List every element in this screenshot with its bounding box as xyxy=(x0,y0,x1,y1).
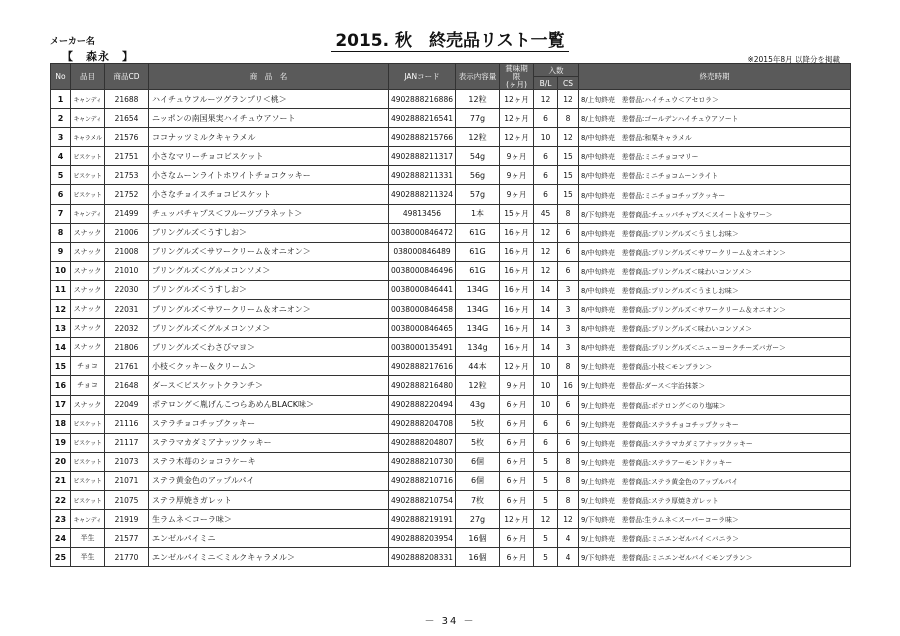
row-shelf-life: 12ヶ月 xyxy=(500,357,534,376)
row-cs: 15 xyxy=(558,185,579,204)
row-code: 21117 xyxy=(105,433,149,452)
row-name: ニッポンの南国果実ハイチュウアソート xyxy=(149,109,389,128)
row-category: ビスケット xyxy=(71,452,105,471)
row-jan: 4902888211331 xyxy=(389,166,456,185)
row-bl: 45 xyxy=(534,204,558,223)
row-period: 8/中旬終売 差替商品:プリングルズ＜サワークリーム＆オニオン＞ xyxy=(579,300,851,319)
row-cs: 4 xyxy=(558,548,579,567)
row-code: 22031 xyxy=(105,300,149,319)
row-qty: 134g xyxy=(456,338,500,357)
row-no: 16 xyxy=(51,376,71,395)
row-period: 9/下旬終売 差替商品:ミニエンゼルパイ＜モンブラン＞ xyxy=(579,548,851,567)
table-row xyxy=(51,490,851,509)
row-cs: 6 xyxy=(558,223,579,242)
maker-name: 【 森永 】 xyxy=(62,50,134,63)
row-category: スナック xyxy=(71,261,105,280)
table-body xyxy=(51,90,851,567)
maker-label: メーカー名 xyxy=(50,37,95,47)
row-shelf-life: 6ヶ月 xyxy=(500,490,534,509)
row-shelf-life: 12ヶ月 xyxy=(500,128,534,147)
row-jan: 4902888208331 xyxy=(389,548,456,567)
row-cs: 6 xyxy=(558,242,579,261)
table-row xyxy=(51,300,851,319)
row-period: 9/上旬終売 差替商品:ステラマカダミアナッツクッキー xyxy=(579,433,851,452)
row-bl: 14 xyxy=(534,300,558,319)
row-bl: 5 xyxy=(534,471,558,490)
row-code: 21073 xyxy=(105,452,149,471)
row-name: 小枝＜クッキー＆クリーム＞ xyxy=(149,357,389,376)
row-period: 8/上旬終売 差替品:ハイチュウ＜アセロラ＞ xyxy=(579,90,851,109)
row-qty: 43g xyxy=(456,395,500,414)
row-cs: 6 xyxy=(558,433,579,452)
row-cs: 8 xyxy=(558,204,579,223)
row-qty: 27g xyxy=(456,510,500,529)
row-jan: 4902888210754 xyxy=(389,490,456,509)
row-period: 8/上旬終売 差替品:ゴールデンハイチュウアソート xyxy=(579,109,851,128)
row-code: 21806 xyxy=(105,338,149,357)
row-period: 8/中旬終売 差替商品:プリングルズ＜味わいコンソメ＞ xyxy=(579,319,851,338)
table-row xyxy=(51,166,851,185)
row-cs: 8 xyxy=(558,109,579,128)
row-period: 8/中旬終売 差替品:ミニチョコムーンライト xyxy=(579,166,851,185)
row-shelf-life: 9ヶ月 xyxy=(500,166,534,185)
col-qty: 表示内容量 xyxy=(456,64,500,90)
table-row xyxy=(51,452,851,471)
row-code: 21919 xyxy=(105,510,149,529)
row-shelf-life: 9ヶ月 xyxy=(500,376,534,395)
row-bl: 12 xyxy=(534,90,558,109)
row-bl: 12 xyxy=(534,242,558,261)
row-name: プリングルズ＜うすしお＞ xyxy=(149,280,389,299)
col-category: 品目 xyxy=(71,64,105,90)
row-cs: 8 xyxy=(558,357,579,376)
row-category: キャラメル xyxy=(71,128,105,147)
row-shelf-life: 9ヶ月 xyxy=(500,147,534,166)
row-category: スナック xyxy=(71,319,105,338)
row-jan: 4902888204708 xyxy=(389,414,456,433)
row-period: 8/中旬終売 差替品:和栗キャラメル xyxy=(579,128,851,147)
row-no: 2 xyxy=(51,109,71,128)
row-code: 21654 xyxy=(105,109,149,128)
row-name: ココナッツミルクキャラメル xyxy=(149,128,389,147)
row-shelf-life: 16ヶ月 xyxy=(500,223,534,242)
row-category: ビスケット xyxy=(71,433,105,452)
row-no: 3 xyxy=(51,128,71,147)
row-period: 8/中旬終売 差替商品:プリングルズ＜うましお味＞ xyxy=(579,223,851,242)
col-shelf-life xyxy=(500,64,534,90)
table-header xyxy=(51,64,851,90)
table-row xyxy=(51,510,851,529)
table-row xyxy=(51,529,851,548)
row-shelf-life: 6ヶ月 xyxy=(500,529,534,548)
row-cs: 3 xyxy=(558,280,579,299)
row-qty: 77g xyxy=(456,109,500,128)
row-category: スナック xyxy=(71,300,105,319)
row-name: エンゼルパイミニ xyxy=(149,529,389,548)
table-row xyxy=(51,433,851,452)
row-qty: 16個 xyxy=(456,529,500,548)
row-qty: 61G xyxy=(456,223,500,242)
row-period: 9/上旬終売 差替商品:ポテロング＜のり塩味＞ xyxy=(579,395,851,414)
row-period: 8/中旬終売 差替商品:プリングルズ＜サワークリーム＆オニオン＞ xyxy=(579,242,851,261)
row-no: 6 xyxy=(51,185,71,204)
row-qty: 5枚 xyxy=(456,414,500,433)
row-category: スナック xyxy=(71,280,105,299)
row-jan: 4902888216541 xyxy=(389,109,456,128)
col-code: 商品CD xyxy=(105,64,149,90)
row-qty: 6個 xyxy=(456,452,500,471)
row-period: 9/上旬終売 差替商品:ステラアーモンドクッキー xyxy=(579,452,851,471)
row-period: 9/下旬終売 差替品:生ラムネ＜スーパーコーラ味＞ xyxy=(579,510,851,529)
row-shelf-life: 6ヶ月 xyxy=(500,433,534,452)
row-shelf-life: 6ヶ月 xyxy=(500,414,534,433)
row-bl: 6 xyxy=(534,185,558,204)
row-category: ビスケット xyxy=(71,147,105,166)
row-name: 小さなチョイスチョコビスケット xyxy=(149,185,389,204)
row-no: 14 xyxy=(51,338,71,357)
row-no: 8 xyxy=(51,223,71,242)
row-period: 8/中旬終売 差替商品:プリングルズ＜味わいコンソメ＞ xyxy=(579,261,851,280)
row-shelf-life: 6ヶ月 xyxy=(500,395,534,414)
row-qty: 54g xyxy=(456,147,500,166)
col-shelf-life-line2: 限 xyxy=(512,71,521,81)
row-qty: 44本 xyxy=(456,357,500,376)
col-shelf-life-line1: 賞味期 xyxy=(505,63,528,73)
col-name: 商 品 名 xyxy=(149,64,389,90)
table-row xyxy=(51,109,851,128)
row-category: ビスケット xyxy=(71,471,105,490)
row-jan: 4902888220494 xyxy=(389,395,456,414)
row-no: 19 xyxy=(51,433,71,452)
row-shelf-life: 12ヶ月 xyxy=(500,109,534,128)
table-row xyxy=(51,471,851,490)
row-cs: 6 xyxy=(558,395,579,414)
row-cs: 8 xyxy=(558,452,579,471)
table-row xyxy=(51,357,851,376)
row-shelf-life: 12ヶ月 xyxy=(500,510,534,529)
row-code: 21075 xyxy=(105,490,149,509)
row-bl: 6 xyxy=(534,147,558,166)
row-no: 1 xyxy=(51,90,71,109)
row-name: プリングルズ＜サワークリーム＆オニオン＞ xyxy=(149,242,389,261)
row-name: エンゼルパイミニ＜ミルクキャラメル＞ xyxy=(149,548,389,567)
row-category: スナック xyxy=(71,395,105,414)
row-no: 20 xyxy=(51,452,71,471)
row-name: チュッパチャプス＜フルーツプラネット＞ xyxy=(149,204,389,223)
row-jan: 4902888211317 xyxy=(389,147,456,166)
row-bl: 12 xyxy=(534,261,558,280)
row-name: 生ラムネ＜コーラ味＞ xyxy=(149,510,389,529)
table-row xyxy=(51,376,851,395)
row-name: プリングルズ＜グルメコンソメ＞ xyxy=(149,261,389,280)
row-jan: 0038000846465 xyxy=(389,319,456,338)
row-jan: 4902888216480 xyxy=(389,376,456,395)
row-no: 21 xyxy=(51,471,71,490)
row-category: 半生 xyxy=(71,548,105,567)
row-jan: 4902888217616 xyxy=(389,357,456,376)
publication-note: ※2015年8月 以降分を掲載 xyxy=(747,55,840,64)
row-name: プリングルズ＜うすしお＞ xyxy=(149,223,389,242)
row-qty: 7枚 xyxy=(456,490,500,509)
row-shelf-life: 15ヶ月 xyxy=(500,204,534,223)
row-code: 21576 xyxy=(105,128,149,147)
row-cs: 15 xyxy=(558,147,579,166)
row-qty: 1本 xyxy=(456,204,500,223)
row-jan: 4902888210730 xyxy=(389,452,456,471)
row-qty: 12粒 xyxy=(456,376,500,395)
row-code: 21753 xyxy=(105,166,149,185)
row-shelf-life: 6ヶ月 xyxy=(500,471,534,490)
row-code: 21648 xyxy=(105,376,149,395)
row-category: チョコ xyxy=(71,376,105,395)
row-cs: 12 xyxy=(558,90,579,109)
row-name: ステラ厚焼きガレット xyxy=(149,490,389,509)
row-cs: 3 xyxy=(558,300,579,319)
row-period: 8/中旬終売 差替商品:プリングルズ＜うましお味＞ xyxy=(579,280,851,299)
row-period: 9/上旬終売 差替品:ダース＜宇治抹茶＞ xyxy=(579,376,851,395)
discontinued-products-table xyxy=(50,63,851,567)
row-name: ステラ黄金色のアップルパイ xyxy=(149,471,389,490)
row-code: 21116 xyxy=(105,414,149,433)
row-name: プリングルズ＜サワークリーム＆オニオン＞ xyxy=(149,300,389,319)
row-code: 22049 xyxy=(105,395,149,414)
row-no: 17 xyxy=(51,395,71,414)
row-category: ビスケット xyxy=(71,414,105,433)
col-entry-count: 入数 xyxy=(534,64,579,77)
row-jan: 0038000846441 xyxy=(389,280,456,299)
row-shelf-life: 16ヶ月 xyxy=(500,242,534,261)
row-shelf-life: 12ヶ月 xyxy=(500,90,534,109)
row-bl: 10 xyxy=(534,128,558,147)
row-cs: 3 xyxy=(558,319,579,338)
row-period: 9/上旬終売 差替商品:ステラ厚焼きガレット xyxy=(579,490,851,509)
row-bl: 12 xyxy=(534,223,558,242)
row-cs: 8 xyxy=(558,471,579,490)
row-no: 24 xyxy=(51,529,71,548)
page-number: － 34 － xyxy=(424,616,476,627)
row-period: 9/上旬終売 差替商品:小枝＜モンブラン＞ xyxy=(579,357,851,376)
row-code: 22032 xyxy=(105,319,149,338)
row-cs: 12 xyxy=(558,510,579,529)
row-code: 21688 xyxy=(105,90,149,109)
row-name: 小さなムーンライトホワイトチョコクッキー xyxy=(149,166,389,185)
row-shelf-life: 9ヶ月 xyxy=(500,185,534,204)
row-no: 9 xyxy=(51,242,71,261)
row-no: 12 xyxy=(51,300,71,319)
row-bl: 6 xyxy=(534,414,558,433)
row-name: 小さなマリーチョコビスケット xyxy=(149,147,389,166)
table-row xyxy=(51,128,851,147)
row-qty: 56g xyxy=(456,166,500,185)
row-jan: 0038000846496 xyxy=(389,261,456,280)
row-jan: 4902888203954 xyxy=(389,529,456,548)
row-jan: 49813456 xyxy=(389,204,456,223)
row-shelf-life: 16ヶ月 xyxy=(500,338,534,357)
row-category: 半生 xyxy=(71,529,105,548)
table-row xyxy=(51,223,851,242)
row-qty: 61G xyxy=(456,261,500,280)
table-row xyxy=(51,261,851,280)
row-code: 21751 xyxy=(105,147,149,166)
row-qty: 12粒 xyxy=(456,90,500,109)
row-qty: 134G xyxy=(456,300,500,319)
row-no: 25 xyxy=(51,548,71,567)
row-code: 21071 xyxy=(105,471,149,490)
row-jan: 4902888219191 xyxy=(389,510,456,529)
row-qty: 134G xyxy=(456,319,500,338)
row-bl: 6 xyxy=(534,166,558,185)
row-jan: 4902888204807 xyxy=(389,433,456,452)
row-jan: 0038000846458 xyxy=(389,300,456,319)
row-category: スナック xyxy=(71,223,105,242)
row-category: チョコ xyxy=(71,357,105,376)
table-row xyxy=(51,395,851,414)
row-code: 21577 xyxy=(105,529,149,548)
row-name: ポテロング＜胤げんこつらあめんBLACK味＞ xyxy=(149,395,389,414)
row-code: 21499 xyxy=(105,204,149,223)
row-qty: 5枚 xyxy=(456,433,500,452)
page-title-text: 2015. 秋 終売品リスト一覧 xyxy=(331,31,568,52)
row-code: 21008 xyxy=(105,242,149,261)
row-bl: 10 xyxy=(534,376,558,395)
row-name: ステラ木苺のショコラケーキ xyxy=(149,452,389,471)
row-shelf-life: 6ヶ月 xyxy=(500,548,534,567)
col-period: 終売時期 xyxy=(579,64,851,90)
row-no: 18 xyxy=(51,414,71,433)
row-cs: 3 xyxy=(558,338,579,357)
table-row xyxy=(51,90,851,109)
table-row xyxy=(51,242,851,261)
row-name: ステラチョコチップクッキー xyxy=(149,414,389,433)
row-period: 9/上旬終売 差替商品:ステラ黄金色のアップルパイ xyxy=(579,471,851,490)
row-code: 21770 xyxy=(105,548,149,567)
row-shelf-life: 6ヶ月 xyxy=(500,452,534,471)
row-no: 10 xyxy=(51,261,71,280)
table-row xyxy=(51,319,851,338)
row-bl: 6 xyxy=(534,433,558,452)
row-shelf-life: 16ヶ月 xyxy=(500,261,534,280)
row-no: 22 xyxy=(51,490,71,509)
row-bl: 10 xyxy=(534,357,558,376)
row-code: 21761 xyxy=(105,357,149,376)
row-category: スナック xyxy=(71,242,105,261)
row-code: 21006 xyxy=(105,223,149,242)
table-row xyxy=(51,204,851,223)
row-jan: 4902888210716 xyxy=(389,471,456,490)
row-name: プリングルズ＜わさびマヨ＞ xyxy=(149,338,389,357)
row-jan: 0038000846472 xyxy=(389,223,456,242)
row-bl: 6 xyxy=(534,109,558,128)
row-bl: 10 xyxy=(534,395,558,414)
row-category: キャンディ xyxy=(71,204,105,223)
row-cs: 6 xyxy=(558,414,579,433)
row-bl: 5 xyxy=(534,529,558,548)
row-name: プリングルズ＜グルメコンソメ＞ xyxy=(149,319,389,338)
row-name: ハイチュウフルーツグランプリ＜桃＞ xyxy=(149,90,389,109)
row-name: ステラマカダミアナッツクッキー xyxy=(149,433,389,452)
row-cs: 4 xyxy=(558,529,579,548)
row-cs: 12 xyxy=(558,128,579,147)
row-bl: 14 xyxy=(534,280,558,299)
col-shelf-life-line3: (ヶ月) xyxy=(506,79,527,89)
row-code: 21010 xyxy=(105,261,149,280)
row-category: ビスケット xyxy=(71,490,105,509)
row-period: 8/下旬終売 差替商品:チュッパチャプス＜スイート＆サワー＞ xyxy=(579,204,851,223)
row-cs: 8 xyxy=(558,490,579,509)
row-period: 9/上旬終売 差替商品:ミニエンゼルパイ＜バニラ＞ xyxy=(579,529,851,548)
col-bl: B/L xyxy=(534,77,558,90)
row-code: 21752 xyxy=(105,185,149,204)
table-row xyxy=(51,548,851,567)
row-no: 15 xyxy=(51,357,71,376)
page-title xyxy=(0,26,900,51)
row-jan: 038000846489 xyxy=(389,242,456,261)
row-jan: 4902888215766 xyxy=(389,128,456,147)
row-shelf-life: 16ヶ月 xyxy=(500,319,534,338)
row-qty: 6個 xyxy=(456,471,500,490)
row-bl: 5 xyxy=(534,452,558,471)
row-no: 11 xyxy=(51,280,71,299)
row-jan: 0038000135491 xyxy=(389,338,456,357)
row-code: 22030 xyxy=(105,280,149,299)
row-qty: 16個 xyxy=(456,548,500,567)
table-row xyxy=(51,338,851,357)
row-name: ダース＜ビスケットクランチ＞ xyxy=(149,376,389,395)
row-no: 4 xyxy=(51,147,71,166)
table-row xyxy=(51,414,851,433)
table-row xyxy=(51,280,851,299)
row-category: キャンディ xyxy=(71,510,105,529)
row-period: 8/中旬終売 差替品:ミニチョコマリー xyxy=(579,147,851,166)
row-period: 8/中旬終売 差替商品:プリングルズ＜ニューヨークチーズバガー＞ xyxy=(579,338,851,357)
row-qty: 12粒 xyxy=(456,128,500,147)
table-row xyxy=(51,147,851,166)
row-jan: 4902888211324 xyxy=(389,185,456,204)
row-bl: 5 xyxy=(534,548,558,567)
row-no: 13 xyxy=(51,319,71,338)
row-bl: 14 xyxy=(534,338,558,357)
col-cs: CS xyxy=(558,77,579,90)
row-period: 9/上旬終売 差替商品:ステラチョコチップクッキー xyxy=(579,414,851,433)
row-no: 5 xyxy=(51,166,71,185)
table-row xyxy=(51,185,851,204)
row-cs: 15 xyxy=(558,166,579,185)
row-bl: 14 xyxy=(534,319,558,338)
row-bl: 5 xyxy=(534,490,558,509)
col-no: No xyxy=(51,64,71,90)
row-category: スナック xyxy=(71,338,105,357)
row-shelf-life: 16ヶ月 xyxy=(500,300,534,319)
row-qty: 61G xyxy=(456,242,500,261)
row-period: 8/中旬終売 差替品:ミニチョコチップクッキー xyxy=(579,185,851,204)
row-cs: 16 xyxy=(558,376,579,395)
row-qty: 57g xyxy=(456,185,500,204)
row-bl: 12 xyxy=(534,510,558,529)
row-shelf-life: 16ヶ月 xyxy=(500,280,534,299)
row-qty: 134G xyxy=(456,280,500,299)
row-category: キャンディ xyxy=(71,90,105,109)
row-category: ビスケット xyxy=(71,185,105,204)
row-no: 23 xyxy=(51,510,71,529)
row-no: 7 xyxy=(51,204,71,223)
col-jan: JANコード xyxy=(389,64,456,90)
row-category: キャンディ xyxy=(71,109,105,128)
row-category: ビスケット xyxy=(71,166,105,185)
row-jan: 4902888216886 xyxy=(389,90,456,109)
row-cs: 6 xyxy=(558,261,579,280)
